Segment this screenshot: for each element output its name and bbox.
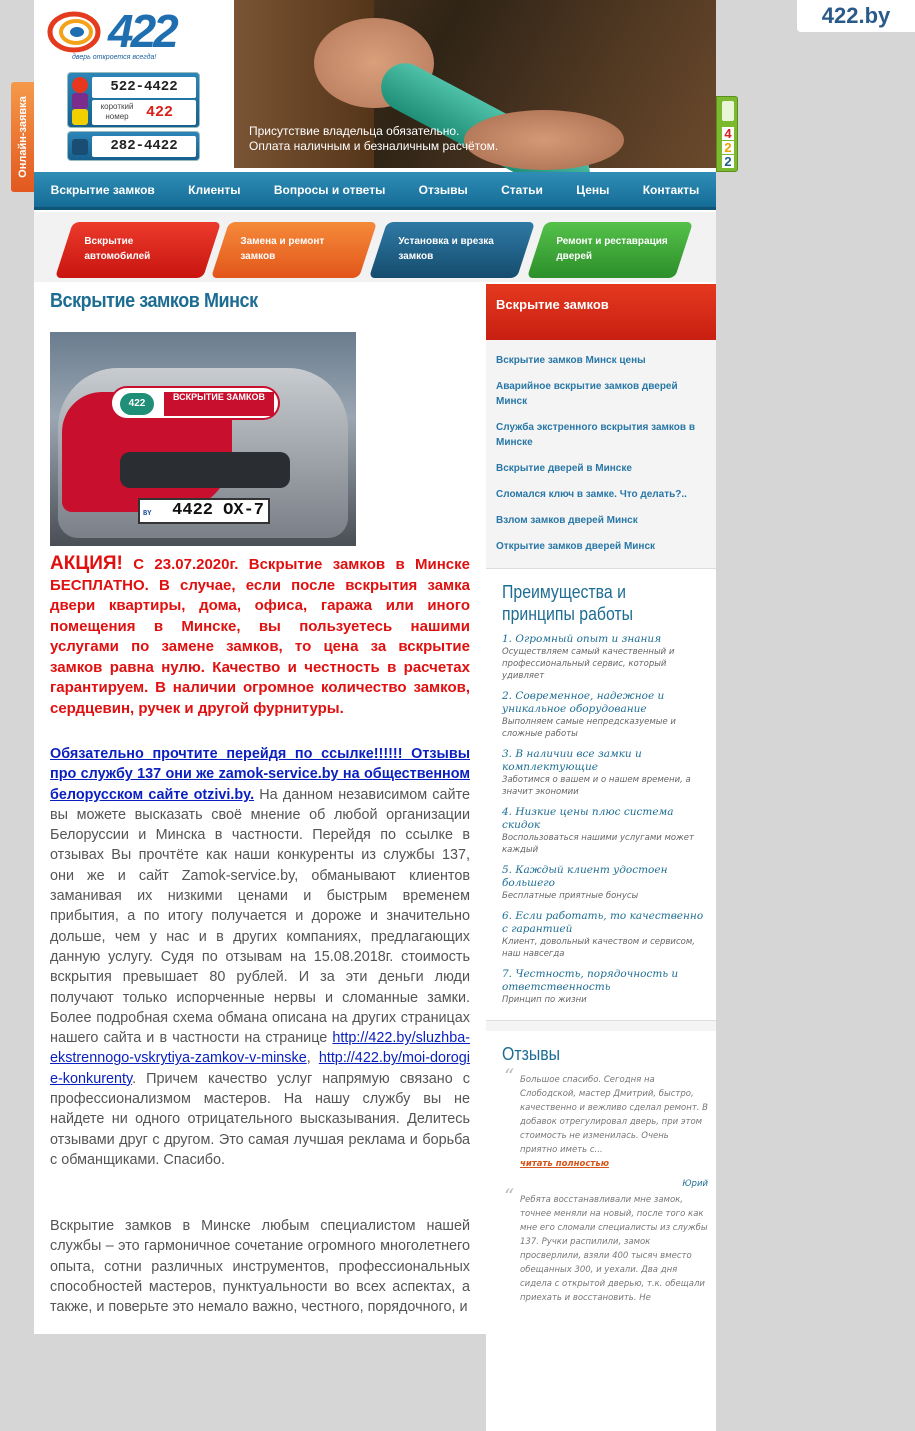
nav-item-faq[interactable]: Вопросы и ответы xyxy=(273,182,386,197)
advantage-title: 4. Низкие цены плюс система скидок xyxy=(502,806,674,831)
phone-block-main xyxy=(67,72,200,128)
advantage-item xyxy=(502,633,708,682)
hero-banner xyxy=(234,0,891,168)
advantage-title: 3. В наличии все замки и комплектующие xyxy=(502,748,642,773)
advantage-title: 6. Если работать, то качественно с гарантией xyxy=(502,910,704,935)
short-number[interactable]: 422 xyxy=(146,104,174,121)
logo-digits: 422 xyxy=(108,5,176,57)
sidebar-link-breaking[interactable]: Взлом замков дверей Минск xyxy=(496,515,638,526)
promo-text: С 23.07.2020г. Вскрытие замков в Минске БЕСПЛАТНО. В случае, если после вскрытия замка двери квартиры, дома, офиса, гаража или иного помещения в Минске, вы пользуетесь нашими услугами по замене замков, то цена за вскрытие замков равна нулю. Качество и честность в расчетах гарантируем. В наличии огромное количество замков, сердцевин, ручек и другой фурнитуры. xyxy=(50,556,470,717)
advantage-item xyxy=(502,806,708,856)
advantage-title: 5. Каждый клиент удостоен большего xyxy=(502,864,668,889)
advantage-desc: Воспользоваться нашими услугами может каждый xyxy=(502,833,694,855)
sidebar-link-service[interactable]: Служба экстренного вскрытия замков в Минске xyxy=(496,422,695,448)
phone-city[interactable]: 282-4422 xyxy=(92,136,196,157)
scam-article-link-2[interactable]: http://422.by/moi-dorogie-konkurenty xyxy=(50,1050,470,1087)
advantage-item xyxy=(502,748,708,798)
nav-item-contacts[interactable]: Контакты xyxy=(642,182,700,197)
service-door-repair[interactable] xyxy=(527,222,693,278)
review-author: Юрий xyxy=(682,1179,708,1189)
advantage-desc: Выполняем самые непредсказуемые и сложные работы xyxy=(502,717,676,739)
reviews-title: Отзывы xyxy=(502,1044,561,1064)
intro-text: На данном независимом сайте вы можете высказать своё мнение об любой организации Белоруссии и Минска в частности. Перейдя по ссылке в отзывах Вы прочтёте как наши конкуренты из службы 137, они же и сайт Zamok-service.by, обманывают клиентов заманивая их низкими ценами и быстрым временем прибытия, а по итогу получается и дороже и значительно дольше, чем у нас и в других компаниях, предлагающих данную услугу. Судя по отзывам на 15.08.2018г. стоимость вскрытия превышает 80 рублей. И за эти деньги люди получают только испорченные нервы и сломанные замки. Более подробная схема обмана описана на других страницах нашего сайта и в частности на странице xyxy=(50,786,470,1047)
nav-item-articles[interactable]: Статьи xyxy=(501,182,543,197)
advantages-title: Преимущества и принципы работы xyxy=(502,582,634,624)
tab-digit: 2 xyxy=(722,155,734,168)
sidebar-link-emergency[interactable]: Аварийное вскрытие замков дверей Минск xyxy=(496,381,678,407)
life-icon xyxy=(72,109,88,125)
second-paragraph: Вскрытие замков в Минске любым специалистом нашей службы – это гармоничное сочетание огромного многолетнего опыта, сотни различных инструментов, профессиональных способностей мастеров, пунктуальности во всех аспектах, а также, и поверьте это немало важно, честного, порядочного, и xyxy=(50,1218,470,1316)
sidebar-link-broken-key[interactable]: Сломался ключ в замке. Что делать?.. xyxy=(496,489,687,500)
service-car-opening[interactable] xyxy=(55,222,221,278)
advantage-title: 7. Честность, порядочность и ответственность xyxy=(502,968,679,993)
car-plate-number: 4422 OX-7 xyxy=(172,501,264,520)
page-title: Вскрытие замков Минск xyxy=(50,290,258,312)
nav-item-prices[interactable]: Цены xyxy=(576,182,610,197)
advantage-desc: Бесплатные приятные бонусы xyxy=(502,891,639,901)
car-sticker-text: ВСКРЫТИЕ ЗАМКОВ xyxy=(164,392,274,416)
short-number-label: короткий номер xyxy=(100,102,134,121)
scam-article-link-1[interactable]: http://422.by/sluzhba-ekstrennogo-vskrytiya-zamkov-v-minske xyxy=(50,1030,470,1067)
car-plate-country: BY xyxy=(143,510,152,518)
advantage-item xyxy=(502,910,708,960)
car-sticker xyxy=(110,386,280,420)
service-lock-installation[interactable] xyxy=(369,222,535,278)
service-label: Установка и врезка замков xyxy=(398,236,494,262)
car-phone: 522-4422 xyxy=(166,418,230,435)
sidebar xyxy=(486,284,716,1334)
advantage-desc: Клиент, довольный качеством и сервисом, наш навсегда xyxy=(502,937,695,959)
promo-block xyxy=(50,554,470,719)
reviews-block xyxy=(486,1031,716,1431)
advantage-title: 1. Огромный опыт и знания xyxy=(502,633,662,645)
main-content xyxy=(50,290,470,1316)
advantage-desc: Принцип по жизни xyxy=(502,995,587,1005)
hero-caption-line-2: Оплата наличным и безналичным расчётом. xyxy=(249,139,499,153)
page xyxy=(34,0,891,1334)
nav-item-reviews[interactable]: Отзывы xyxy=(418,182,468,197)
advantage-item xyxy=(502,968,708,1006)
service-buttons xyxy=(34,212,716,282)
quote-icon: “ xyxy=(504,1064,515,1088)
nav-item-lock-opening[interactable]: Вскрытие замков xyxy=(50,182,155,197)
sidebar-links xyxy=(486,340,716,569)
logo-slogan: дверь откроется всегда! xyxy=(72,54,157,61)
right-side-tab[interactable] xyxy=(716,96,738,172)
phone-block-city xyxy=(67,131,200,161)
mts-icon xyxy=(72,93,88,109)
nav-item-clients[interactable]: Клиенты xyxy=(188,182,241,197)
advantage-title: 2. Современное, надежное и уникальное оборудование xyxy=(502,690,665,715)
intro-text-end: . Причем качество услуг напрямую связано с профессионализмом мастеров. На нашу службу вы не найдете ни одного отрицательного высказывания. Делитесь отзывами друг с другом. Это самая лучшая реклама и борьба с обманщиками. Спасибо. xyxy=(50,1070,470,1168)
service-label: Замена и ремонт замков xyxy=(240,236,325,262)
online-request-label: Онлайн-заявка xyxy=(16,96,29,178)
main-nav xyxy=(34,172,716,210)
sidebar-heading: Вскрытие замков xyxy=(486,284,716,340)
intro-paragraph xyxy=(50,744,470,1170)
service-lock-replacement[interactable] xyxy=(211,222,377,278)
review-read-more[interactable]: читать полностью xyxy=(520,1159,609,1169)
otzivi-link[interactable]: Обязательно прочтите перейдя по ссылке!!!!!! Отзывы про службу 137 они же zamok-service.by на общественном белорусском сайте otzivi.by. xyxy=(50,746,470,803)
tab-digit: 4 xyxy=(722,127,734,140)
review-text: Большое спасибо. Сегодня на Слободской, мастер Дмитрий, быстро, качественно и вежливо сделал ремонт. В добавок отрегулировал дверь, при этом стоимость не изменилась. Очень приятно иметь с... xyxy=(520,1075,709,1155)
car-photo xyxy=(50,332,356,546)
link-separator: , xyxy=(306,1050,319,1067)
logo[interactable] xyxy=(46,4,226,70)
hero-caption xyxy=(249,124,498,154)
brand-badge: 422.by xyxy=(797,0,915,32)
advantage-item xyxy=(502,690,708,740)
phone-main[interactable]: 522-4422 xyxy=(92,77,196,98)
review-item xyxy=(502,1064,709,1191)
service-label: Вскрытие автомобилей xyxy=(84,236,151,262)
car-sticker-logo: 422 xyxy=(120,393,154,415)
advantage-desc: Заботимся о вашем и о нашем времени, а значит экономии xyxy=(502,775,691,797)
velcom-icon xyxy=(72,77,88,93)
car-grill xyxy=(120,452,290,488)
promo-lead: АКЦИЯ! xyxy=(50,553,123,574)
advantages-block xyxy=(486,569,716,1021)
hero-caption-line-1: Присутствие владельца обязательно. xyxy=(249,124,460,138)
sidebar-link-prices[interactable]: Вскрытие замков Минск цены xyxy=(496,355,646,366)
short-number-box xyxy=(92,100,196,125)
phone-icon xyxy=(722,101,734,121)
advantage-item xyxy=(502,864,708,902)
landline-icon xyxy=(72,139,88,155)
quote-icon: “ xyxy=(504,1184,515,1208)
sidebar-link-doors[interactable]: Вскрытие дверей в Минске xyxy=(496,463,632,474)
tab-digit: 2 xyxy=(722,141,734,154)
sidebar-link-opening[interactable]: Открытие замков дверей Минск xyxy=(496,541,656,552)
advantage-desc: Осуществляем самый качественный и профессиональный сервис, который удивляет xyxy=(502,647,675,681)
service-label: Ремонт и реставрация дверей xyxy=(556,236,668,262)
header xyxy=(34,0,891,170)
review-text: Ребята восстанавливали мне замок, точнее меняли на новый, после того как мне его сломали специалисты из службы 137. Ручки распилили, замок просверлили, взяли 400 тысяч вместо обещанных 300, и уехали. Два дня сидела с открытой дверью, т.к. обещали приехать и восстановить. Не xyxy=(520,1195,708,1303)
car-plate xyxy=(138,498,270,524)
online-request-tab[interactable] xyxy=(11,82,34,192)
